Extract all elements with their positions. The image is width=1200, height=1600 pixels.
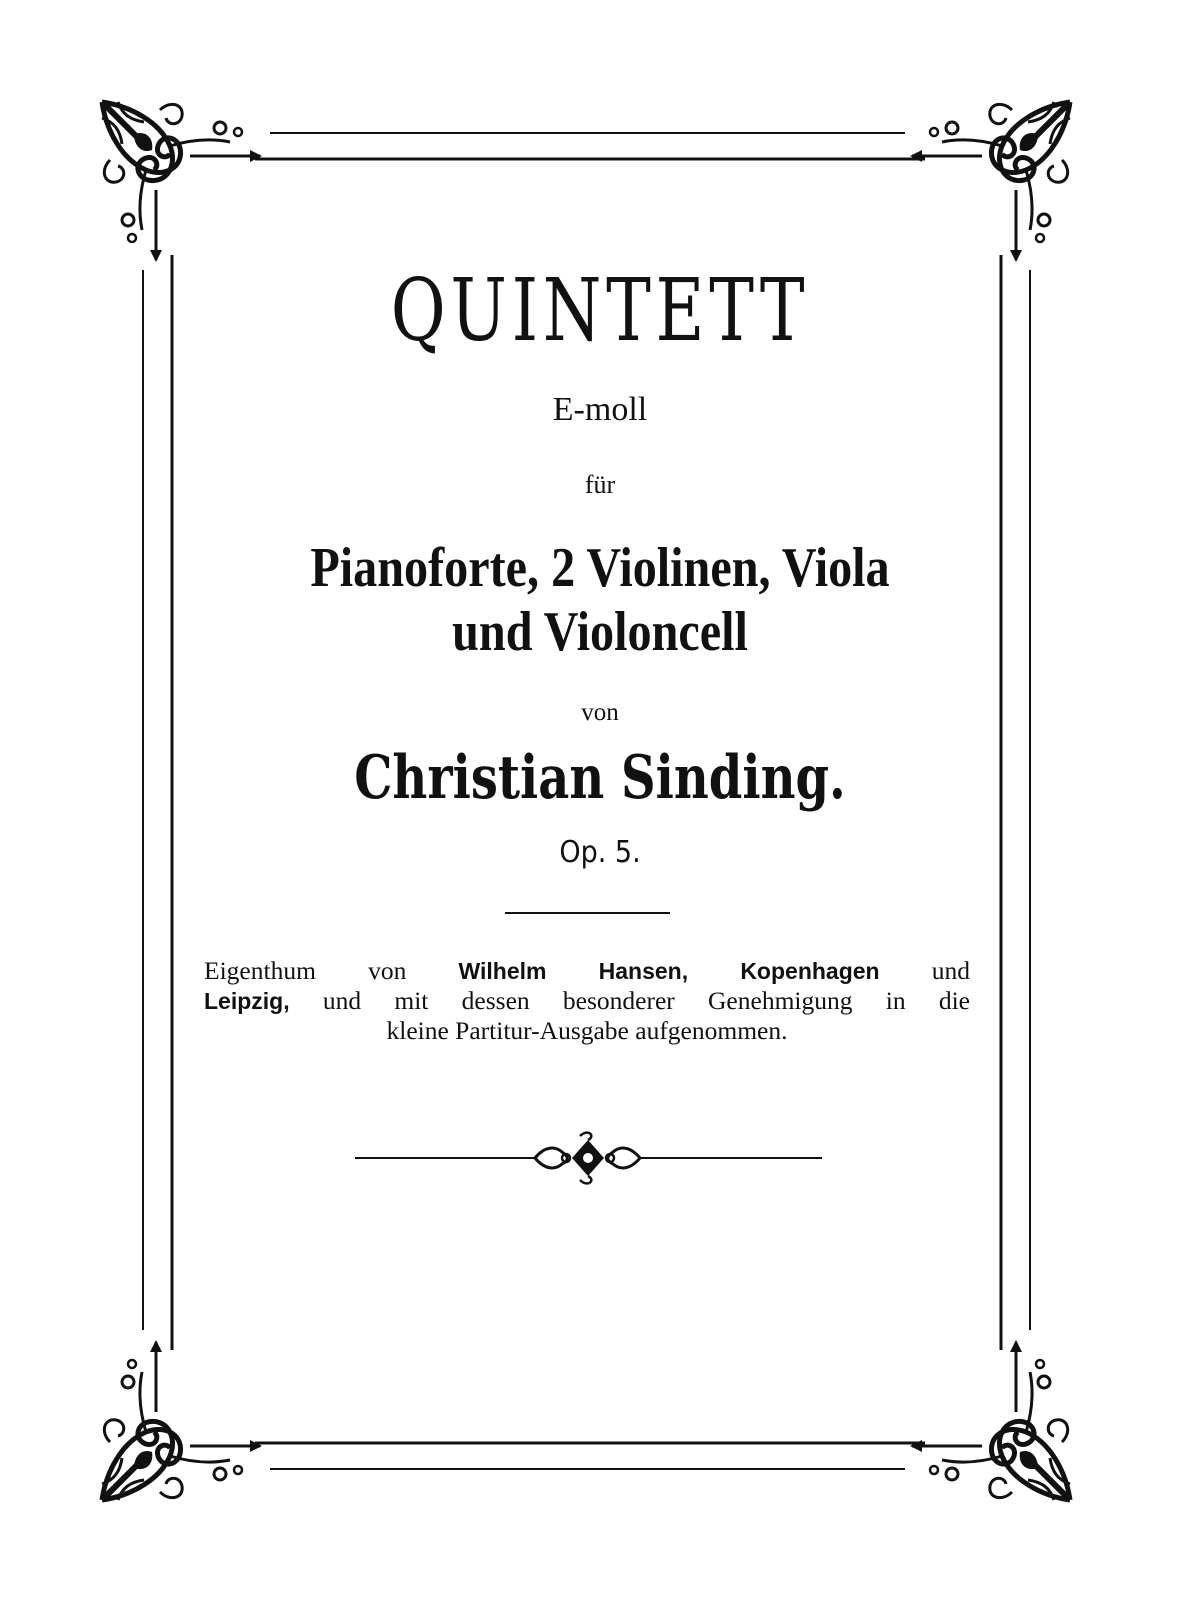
publisher-city-2: Leipzig, [204, 988, 290, 1014]
imprint-line-3: kleine Partitur-Ausgabe aufgenommen. [386, 1016, 788, 1045]
composer-name: Christian Sinding. [354, 743, 846, 813]
divider-rule [505, 912, 670, 914]
publisher-imprint [204, 956, 970, 1046]
for-word: für [584, 470, 616, 499]
imprint-suffix: und [879, 956, 971, 985]
instrumentation-line-2: und Violoncell [452, 601, 748, 663]
instrumentation-line-1: Pianoforte, 2 Violinen, Viola [310, 537, 890, 599]
imprint-line-1 [204, 956, 970, 986]
imprint-line-2 [204, 986, 970, 1016]
instrumentation [84, 536, 1116, 664]
key-signature: E-moll [552, 391, 648, 428]
publisher-city-1: Kopenhagen [740, 958, 880, 984]
by-word: von [581, 699, 619, 726]
imprint-prefix: Eigenthum von [204, 956, 459, 985]
divider-ornament-icon [355, 1133, 822, 1184]
opus-number: Op. 5. [559, 835, 641, 870]
publisher-name: Wilhelm Hansen, [458, 958, 689, 984]
page-title: QUINTETT [390, 261, 810, 361]
imprint-line-2-text: und mit dessen besonderer Genehmigung in die [289, 986, 970, 1015]
